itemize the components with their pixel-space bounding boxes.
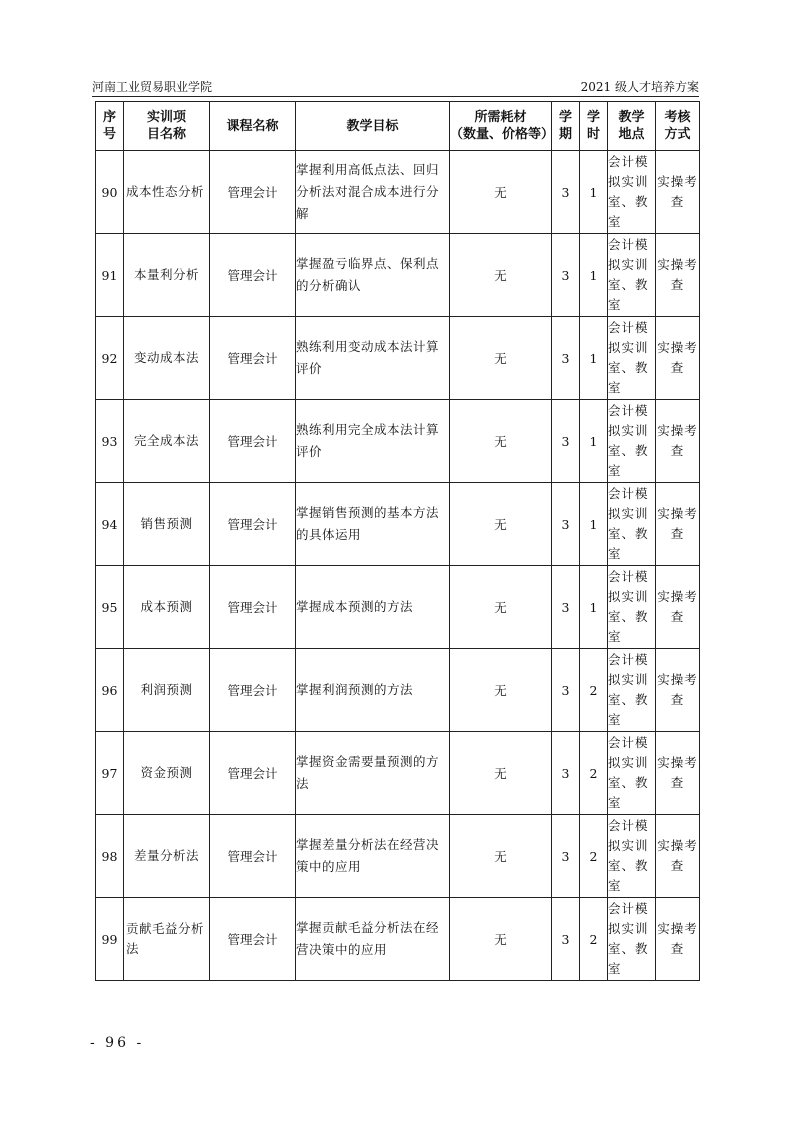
cell-course: 管理会计 bbox=[210, 815, 296, 898]
table-header-row bbox=[96, 102, 700, 151]
cell-hours: 1 bbox=[580, 400, 608, 483]
cell-term: 3 bbox=[552, 898, 580, 981]
cell-term: 3 bbox=[552, 151, 580, 234]
cell-course: 管理会计 bbox=[210, 732, 296, 815]
cell-seq: 97 bbox=[96, 732, 124, 815]
table-row bbox=[96, 732, 700, 815]
header-materials: 所需耗材 （数量、价格等） bbox=[450, 102, 552, 151]
cell-project: 贡献毛益分析法 bbox=[124, 898, 210, 981]
cell-goal: 熟练利用变动成本法计算评价 bbox=[296, 317, 450, 400]
header-hours: 学 时 bbox=[580, 102, 608, 151]
cell-project: 变动成本法 bbox=[124, 317, 210, 400]
header-course: 课程名称 bbox=[210, 102, 296, 151]
cell-seq: 94 bbox=[96, 483, 124, 566]
header-term: 学 期 bbox=[552, 102, 580, 151]
cell-assessment: 实操考查 bbox=[656, 483, 700, 566]
cell-hours: 1 bbox=[580, 483, 608, 566]
header-project: 实训项 目名称 bbox=[124, 102, 210, 151]
table-row bbox=[96, 400, 700, 483]
cell-materials: 无 bbox=[450, 898, 552, 981]
cell-goal: 掌握资金需要量预测的方法 bbox=[296, 732, 450, 815]
cell-materials: 无 bbox=[450, 483, 552, 566]
cell-materials: 无 bbox=[450, 815, 552, 898]
cell-assessment: 实操考查 bbox=[656, 898, 700, 981]
cell-term: 3 bbox=[552, 317, 580, 400]
cell-location: 会计模拟实训室、教室 bbox=[608, 151, 656, 234]
cell-location: 会计模拟实训室、教室 bbox=[608, 566, 656, 649]
cell-term: 3 bbox=[552, 400, 580, 483]
cell-hours: 1 bbox=[580, 566, 608, 649]
table-row bbox=[96, 898, 700, 981]
cell-project: 利润预测 bbox=[124, 649, 210, 732]
cell-project: 成本性态分析 bbox=[124, 151, 210, 234]
cell-seq: 93 bbox=[96, 400, 124, 483]
cell-course: 管理会计 bbox=[210, 898, 296, 981]
cell-term: 3 bbox=[552, 234, 580, 317]
cell-seq: 92 bbox=[96, 317, 124, 400]
cell-course: 管理会计 bbox=[210, 649, 296, 732]
cell-materials: 无 bbox=[450, 732, 552, 815]
cell-goal: 掌握差量分析法在经营决策中的应用 bbox=[296, 815, 450, 898]
cell-seq: 95 bbox=[96, 566, 124, 649]
cell-location: 会计模拟实训室、教室 bbox=[608, 649, 656, 732]
cell-term: 3 bbox=[552, 815, 580, 898]
header-seq: 序 号 bbox=[96, 102, 124, 151]
table-row bbox=[96, 649, 700, 732]
cell-assessment: 实操考查 bbox=[656, 151, 700, 234]
cell-goal: 掌握利润预测的方法 bbox=[296, 649, 450, 732]
table-row bbox=[96, 317, 700, 400]
page-header bbox=[92, 74, 699, 97]
cell-location: 会计模拟实训室、教室 bbox=[608, 732, 656, 815]
cell-seq: 91 bbox=[96, 234, 124, 317]
cell-project: 销售预测 bbox=[124, 483, 210, 566]
header-assessment: 考核 方式 bbox=[656, 102, 700, 151]
cell-project: 成本预测 bbox=[124, 566, 210, 649]
cell-course: 管理会计 bbox=[210, 317, 296, 400]
cell-assessment: 实操考查 bbox=[656, 566, 700, 649]
header-location: 教学 地点 bbox=[608, 102, 656, 151]
table-row bbox=[96, 566, 700, 649]
cell-hours: 1 bbox=[580, 317, 608, 400]
cell-location: 会计模拟实训室、教室 bbox=[608, 400, 656, 483]
cell-location: 会计模拟实训室、教室 bbox=[608, 234, 656, 317]
school-name: 河南工业贸易职业学院 bbox=[92, 80, 213, 94]
document-title: 2021 级人才培养方案 bbox=[580, 80, 699, 94]
cell-materials: 无 bbox=[450, 151, 552, 234]
table-row bbox=[96, 234, 700, 317]
cell-location: 会计模拟实训室、教室 bbox=[608, 317, 656, 400]
cell-hours: 1 bbox=[580, 234, 608, 317]
cell-seq: 98 bbox=[96, 815, 124, 898]
cell-assessment: 实操考查 bbox=[656, 400, 700, 483]
cell-materials: 无 bbox=[450, 317, 552, 400]
cell-term: 3 bbox=[552, 566, 580, 649]
cell-term: 3 bbox=[552, 483, 580, 566]
cell-course: 管理会计 bbox=[210, 483, 296, 566]
header-goal: 教学目标 bbox=[296, 102, 450, 151]
cell-project: 资金预测 bbox=[124, 732, 210, 815]
cell-materials: 无 bbox=[450, 566, 552, 649]
cell-hours: 2 bbox=[580, 898, 608, 981]
training-projects-table bbox=[95, 101, 700, 981]
cell-hours: 1 bbox=[580, 151, 608, 234]
table-row bbox=[96, 483, 700, 566]
cell-seq: 90 bbox=[96, 151, 124, 234]
cell-seq: 96 bbox=[96, 649, 124, 732]
cell-course: 管理会计 bbox=[210, 151, 296, 234]
cell-location: 会计模拟实训室、教室 bbox=[608, 815, 656, 898]
cell-project: 完全成本法 bbox=[124, 400, 210, 483]
cell-goal: 熟练利用完全成本法计算评价 bbox=[296, 400, 450, 483]
cell-location: 会计模拟实训室、教室 bbox=[608, 483, 656, 566]
cell-course: 管理会计 bbox=[210, 400, 296, 483]
cell-course: 管理会计 bbox=[210, 566, 296, 649]
cell-course: 管理会计 bbox=[210, 234, 296, 317]
cell-term: 3 bbox=[552, 732, 580, 815]
cell-goal: 掌握贡献毛益分析法在经营决策中的应用 bbox=[296, 898, 450, 981]
cell-project: 差量分析法 bbox=[124, 815, 210, 898]
cell-hours: 2 bbox=[580, 649, 608, 732]
cell-hours: 2 bbox=[580, 815, 608, 898]
cell-materials: 无 bbox=[450, 400, 552, 483]
cell-goal: 掌握成本预测的方法 bbox=[296, 566, 450, 649]
cell-goal: 掌握销售预测的基本方法的具体运用 bbox=[296, 483, 450, 566]
table-row bbox=[96, 815, 700, 898]
cell-location: 会计模拟实训室、教室 bbox=[608, 898, 656, 981]
cell-goal: 掌握盈亏临界点、保利点的分析确认 bbox=[296, 234, 450, 317]
cell-project: 本量利分析 bbox=[124, 234, 210, 317]
cell-goal: 掌握利用高低点法、回归分析法对混合成本进行分解 bbox=[296, 151, 450, 234]
table-row bbox=[96, 151, 700, 234]
cell-seq: 99 bbox=[96, 898, 124, 981]
cell-assessment: 实操考查 bbox=[656, 234, 700, 317]
cell-assessment: 实操考查 bbox=[656, 732, 700, 815]
cell-term: 3 bbox=[552, 649, 580, 732]
cell-assessment: 实操考查 bbox=[656, 317, 700, 400]
page-number: - 96 - bbox=[90, 1035, 145, 1051]
cell-hours: 2 bbox=[580, 732, 608, 815]
cell-materials: 无 bbox=[450, 649, 552, 732]
cell-materials: 无 bbox=[450, 234, 552, 317]
cell-assessment: 实操考查 bbox=[656, 815, 700, 898]
cell-assessment: 实操考查 bbox=[656, 649, 700, 732]
